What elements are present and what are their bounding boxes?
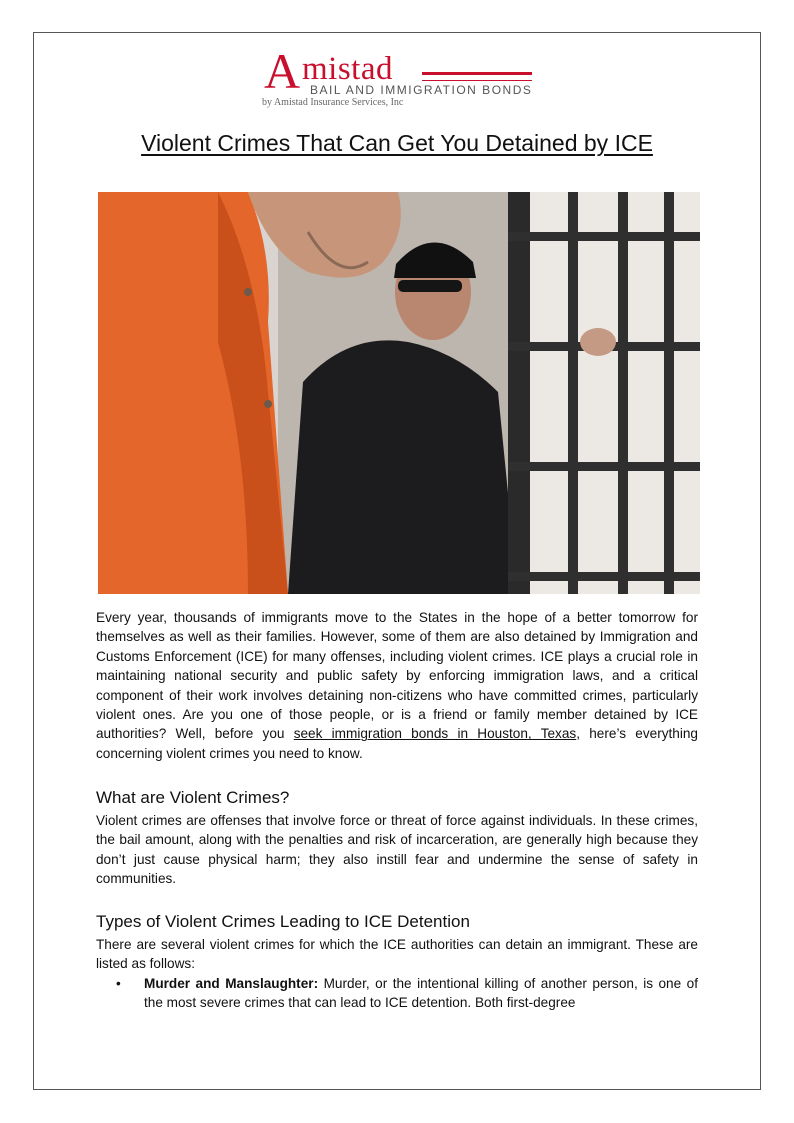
section-heading-types: Types of Violent Crimes Leading to ICE Detention <box>96 912 470 931</box>
logo-rule-thick <box>422 72 532 75</box>
page-title <box>0 128 794 158</box>
intro-text: Every year, thousands of immigrants move to the States in the hope of a better tomorrow for themselves as well as their families. However, some of them are also detained by Immigration and Customs Enforcement (ICE) for many offenses, including violent crimes. ICE plays a crucial role in maintaining national security and public safety by enforcing immigration laws, and a critical component of their work involves detaining non-citizens who have committed crimes, particularly violent ones. Are you one of those people, or is a friend or family member detained by ICE authorities? Well, before you <box>96 610 698 742</box>
logo-byline: by Amistad Insurance Services, Inc <box>262 97 404 108</box>
bullet-marker: • <box>116 976 121 991</box>
list-item-body: Murder, or the intentional killing of another person, is one of the most severe crimes that can lead to ICE detention. Both first-degree <box>144 976 698 1011</box>
intro-text-end: , here’s everything concerning violent crimes you need to know. <box>96 726 698 761</box>
jail-cell-illustration <box>98 192 700 594</box>
company-logo[interactable] <box>262 43 534 110</box>
section-heading-violent-crimes: What are Violent Crimes? <box>96 788 290 807</box>
immigration-bonds-link[interactable]: seek immigration bonds in Houston, Texas <box>293 726 577 742</box>
types-intro-paragraph: There are several violent crimes for which the ICE authorities can detain an immigrant. These are listed as follows: <box>96 937 698 972</box>
list-item-text <box>144 974 698 1013</box>
logo-wordmark: mistad <box>302 51 393 87</box>
logo-letter-a: A <box>264 43 301 99</box>
logo-rule-thin <box>422 80 532 81</box>
logo-tagline: BAIL AND IMMIGRATION BONDS <box>310 83 533 97</box>
article-photo <box>98 192 700 594</box>
intro-paragraph <box>96 608 698 763</box>
violent-crimes-paragraph: Violent crimes are offenses that involve force or threat of force against individuals. In these crimes, the bail amount, along with the penalties and risk of incarceration, are generally high because they don’t just cause physical harm; they also instill fear and undermine the sense of safety in communities. <box>96 813 698 887</box>
page-title-text: Violent Crimes That Can Get You Detained by ICE <box>141 130 653 156</box>
list-item-label: Murder and Manslaughter: <box>144 976 319 991</box>
